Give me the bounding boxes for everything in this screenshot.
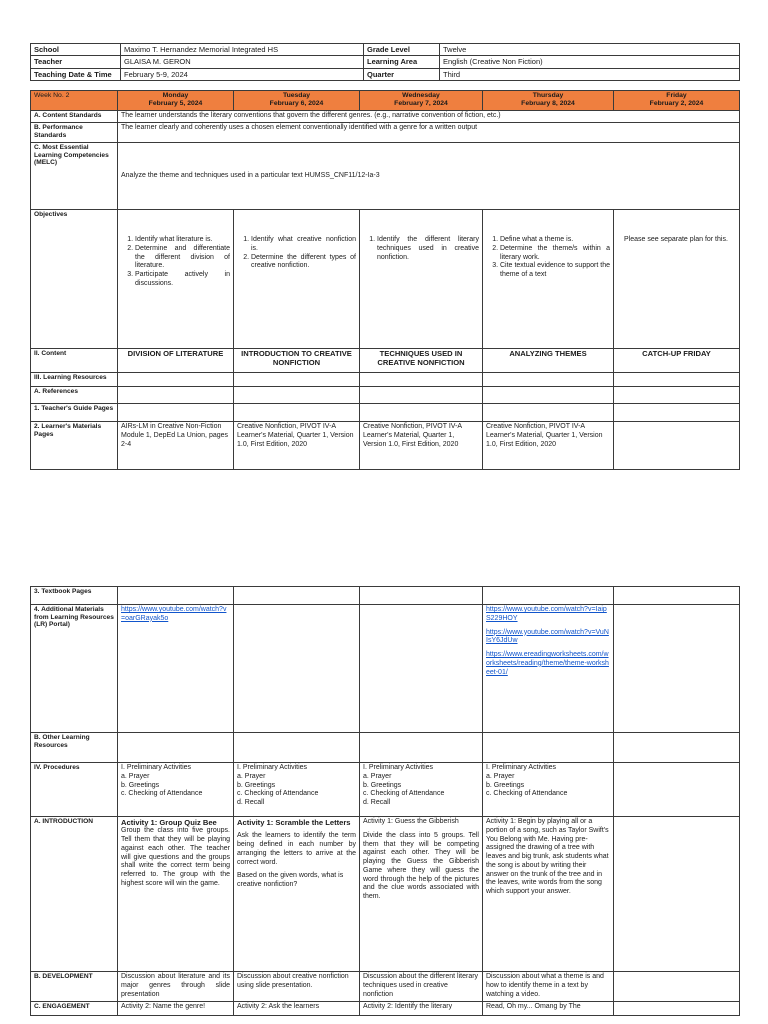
references-label: A. References: [31, 387, 118, 404]
header-table: [30, 43, 740, 81]
area-label: Learning Area: [364, 56, 440, 68]
melc-text: Analyze the theme and techniques used in a particular text HUMSS_CNF11/12-Ia-3: [118, 143, 740, 210]
link-youtube-monday[interactable]: https://www.youtube.com/watch?v=oarGRayak5o: [121, 606, 227, 622]
procedures-label: IV. Procedures: [31, 763, 118, 817]
other-resources-label: B. Other Learning Resources: [31, 733, 118, 763]
introduction-thursday: Activity 1: Begin by playing all or a portion of a song, such as Taylor Swift's You Belong with Me. Having pre-assigned the drawing of a tree with leaves and big trunk, ask students what the song is about by writing their answer on the trunk of the tree and in the leaves, write words from the song which support your answer.: [483, 817, 614, 972]
introduction-monday: Activity 1: Group Quiz Bee Group the class into five groups. Tell them that they will be playing against each other. The teacher will give questions and the groups shall write the correct term being referred to. The group with the highest score will win the game.: [118, 817, 234, 972]
link-youtube-thursday-2[interactable]: https://www.youtube.com/watch?v=VuNIsY6JdUw: [486, 628, 609, 645]
week-number: Week No. 2: [31, 91, 118, 111]
introduction-tuesday: Activity 1: Scramble the Letters Ask the learners to identify the term being defined in each number by arranging the letters to arrive at the correct word. Based on the given words, what is creative nonfiction?: [234, 817, 360, 972]
grade-value: Twelve: [440, 44, 740, 56]
lesson-plan-table-1: [30, 90, 740, 470]
introduction-wednesday: Activity 1: Guess the Gibberish Divide the class into 5 groups. Tell them that they will be competing against each other. They will be playing the Guess the Gibberish Game where they will guess the word through the help of the pictures and the clue words associated with them.: [360, 817, 483, 972]
objectives-tuesday: [234, 210, 360, 349]
lesson-plan-table-2: [30, 586, 740, 1016]
learners-materials-label: 2. Learner's Materials Pages: [31, 422, 118, 470]
procedures-monday: I. Preliminary Activities a. Prayer b. Greetings c. Checking of Attendance: [118, 763, 234, 817]
procedures-thursday: I. Preliminary Activities a. Prayer b. Greetings c. Checking of Attendance: [483, 763, 614, 817]
list-item: 1. Define what a theme is.: [500, 236, 610, 245]
date-value: February 5-9, 2024: [121, 68, 364, 80]
procedures-wednesday: I. Preliminary Activities a. Prayer b. Greetings c. Checking of Attendance d. Recall: [360, 763, 483, 817]
development-tuesday: Discussion about creative nonfiction using slide presentation.: [234, 972, 360, 1002]
teacher-label: Teacher: [31, 56, 121, 68]
melc-label: C. Most Essential Learning Competencies (MELC): [31, 143, 118, 210]
additional-materials-label: 4. Additional Materials from Learning Resources (LR) Portal): [31, 605, 118, 733]
date-label: Teaching Date & Time: [31, 68, 121, 80]
content-thursday: ANALYZING THEMES: [483, 349, 614, 373]
list-item: 3. Cite textual evidence to support the theme of a text: [500, 262, 610, 280]
list-item: 3. Participate actively in discussions.: [135, 271, 230, 289]
objectives-friday: Please see separate plan for this.: [614, 210, 740, 349]
objectives-thursday: [483, 210, 614, 349]
engagement-thursday: Read, Oh my... Omang by The: [483, 1002, 614, 1016]
engagement-label: C. ENGAGEMENT: [31, 1002, 118, 1016]
development-thursday: Discussion about what a theme is and how to identify theme in a text by watching a video.: [483, 972, 614, 1002]
list-item: 1. Identify what creative nonfiction is.: [251, 236, 356, 254]
day-header-tuesday: Tuesday February 6, 2024: [234, 91, 360, 111]
content-label: II. Content: [31, 349, 118, 373]
content-friday: CATCH-UP FRIDAY: [614, 349, 740, 373]
content-standards-label: A. Content Standards: [31, 111, 118, 123]
day-header-monday: Monday February 5, 2024: [118, 91, 234, 111]
day-header-wednesday: Wednesday February 7, 2024: [360, 91, 483, 111]
introduction-label: A. INTRODUCTION: [31, 817, 118, 972]
objectives-wednesday: [360, 210, 483, 349]
school-value: Maximo T. Hernandez Memorial Integrated HS: [121, 44, 364, 56]
link-youtube-thursday-1[interactable]: https://www.youtube.com/watch?v=IaipS229HOY: [486, 606, 607, 622]
development-wednesday: Discussion about the different literary techniques used in creative nonfiction: [360, 972, 483, 1002]
quarter-value: Third: [440, 68, 740, 80]
procedures-tuesday: I. Preliminary Activities a. Prayer b. Greetings c. Checking of Attendance d. Recall: [234, 763, 360, 817]
day-header-friday: Friday February 2, 2024: [614, 91, 740, 111]
teachers-guide-label: 1. Teacher's Guide Pages: [31, 404, 118, 422]
engagement-tuesday: Activity 2: Ask the learners: [234, 1002, 360, 1016]
lm-tuesday: Creative Nonfiction, PIVOT IV-A Learner's Material, Quarter 1, Version 1.0, First Edition, 2020: [234, 422, 360, 470]
lm-monday: AIRs-LM in Creative Non-Fiction Module 1, DepEd La Union, pages 2-4: [118, 422, 234, 470]
list-item: 1. Identify the different literary techniques used in creative nonfiction.: [377, 236, 479, 262]
list-item: 2. Determine the theme/s within a literary work.: [500, 245, 610, 263]
link-worksheet-thursday[interactable]: https://www.ereadingworksheets.com/worksheets/reading/theme/theme-worksheet-01/: [486, 651, 609, 676]
lm-wednesday: Creative Nonfiction, PIVOT IV-A Learner's Material, Quarter 1, Version 1.0, First Edition, 2020: [360, 422, 483, 470]
list-item: 2. Determine and differentiate the different division of literature.: [135, 245, 230, 271]
grade-label: Grade Level: [364, 44, 440, 56]
lm-thursday: Creative Nonfiction, PIVOT IV-A Learner's Material, Quarter 1, Version 1.0, First Edition, 2020: [483, 422, 614, 470]
performance-standards-label: B. Performance Standards: [31, 123, 118, 143]
engagement-monday: Activity 2: Name the genre!: [118, 1002, 234, 1016]
content-tuesday: INTRODUCTION TO CREATIVE NONFICTION: [234, 349, 360, 373]
content-monday: DIVISION OF LITERATURE: [118, 349, 234, 373]
engagement-wednesday: Activity 2: Identify the literary: [360, 1002, 483, 1016]
teacher-value: GLAISA M. GERON: [121, 56, 364, 68]
textbook-pages-label: 3. Textbook Pages: [31, 587, 118, 605]
school-label: School: [31, 44, 121, 56]
list-item: 1. Identify what literature is.: [135, 236, 230, 245]
development-monday: Discussion about literature and its major genres through slide presentation: [118, 972, 234, 1002]
quarter-label: Quarter: [364, 68, 440, 80]
learning-resources-label: III. Learning Resources: [31, 373, 118, 387]
day-header-thursday: Thursday February 8, 2024: [483, 91, 614, 111]
performance-standards-text: The learner clearly and coherently uses a chosen element conventionally identified with a genre for a written output: [118, 123, 740, 143]
content-standards-text: The learner understands the literary conventions that govern the different genres. (e.g., narrative convention of fiction, etc.): [118, 111, 740, 123]
objectives-monday: [118, 210, 234, 349]
area-value: English (Creative Non Fiction): [440, 56, 740, 68]
list-item: 2. Determine the different types of creative nonfiction.: [251, 254, 356, 272]
development-label: B. DEVELOPMENT: [31, 972, 118, 1002]
content-wednesday: TECHNIQUES USED IN CREATIVE NONFICTION: [360, 349, 483, 373]
objectives-label: Objectives: [31, 210, 118, 349]
